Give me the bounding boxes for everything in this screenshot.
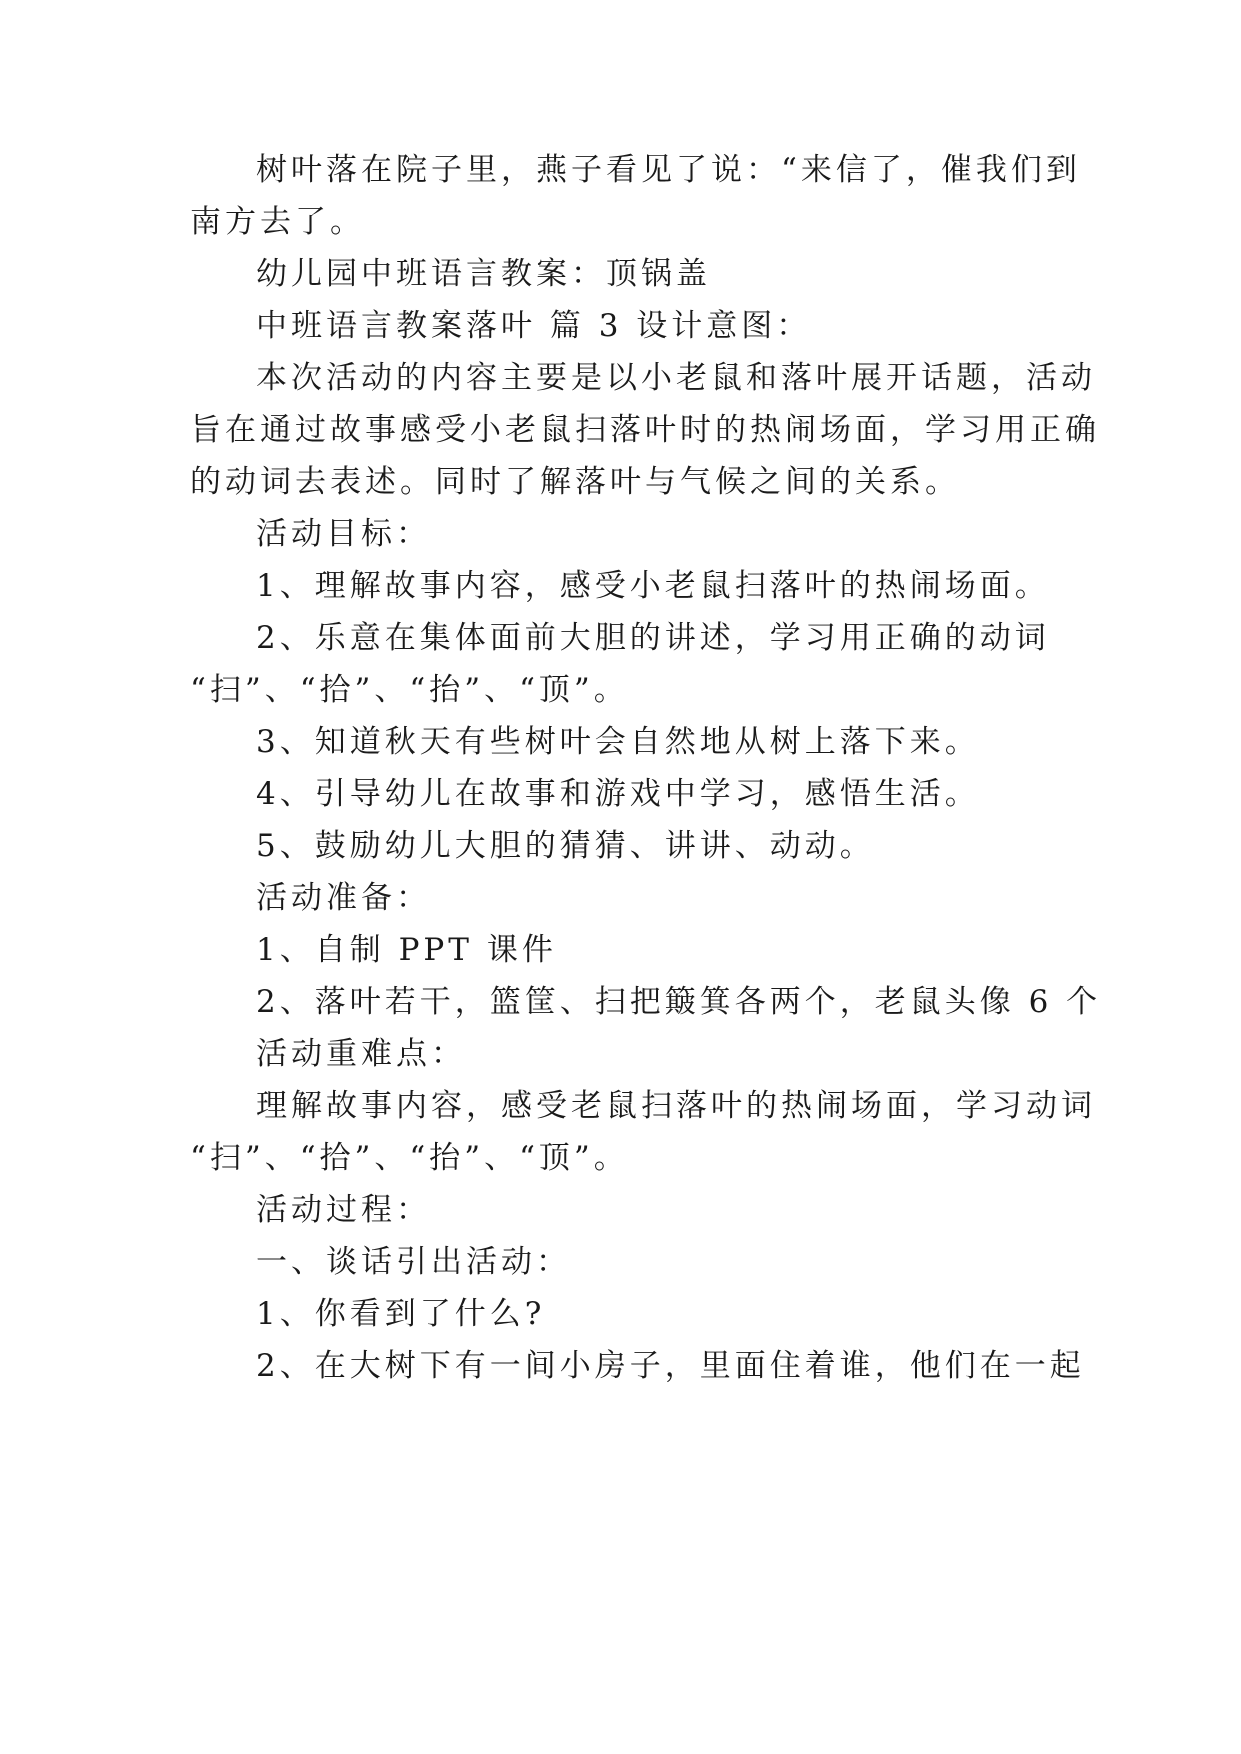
section-heading: 中班语言教案落叶 篇 3 设计意图： — [256, 308, 812, 344]
paragraph-line: 本次活动的内容主要是以小老鼠和落叶展开话题，活动 — [256, 360, 1096, 396]
section-heading: 活动目标： — [256, 516, 431, 552]
paragraph-line: 旨在通过故事感受小老鼠扫落叶时的热闹场面，学习用正确 — [190, 412, 1100, 448]
paragraph-line: 幼儿园中班语言教案：顶锅盖 — [256, 256, 711, 292]
list-item: 1、自制 PPT 课件 — [256, 932, 557, 968]
section-heading: 活动重难点： — [256, 1036, 466, 1072]
section-heading: 活动准备： — [256, 880, 431, 916]
section-heading: 活动过程： — [256, 1192, 431, 1228]
list-item: 3、知道秋天有些树叶会自然地从树上落下来。 — [256, 724, 980, 760]
list-item-continuation: “扫”、“拾”、“抬”、“顶”。 — [190, 672, 629, 708]
list-item: 2、落叶若干，篮筐、扫把簸箕各两个，老鼠头像 6 个 — [256, 984, 1102, 1020]
paragraph-line: 的动词去表述。同时了解落叶与气候之间的关系。 — [190, 464, 960, 500]
list-item: 2、在大树下有一间小房子，里面住着谁，他们在一起 — [256, 1348, 1085, 1384]
list-item: 2、乐意在集体面前大胆的讲述，学习用正确的动词 — [256, 620, 1050, 656]
list-item: 4、引导幼儿在故事和游戏中学习，感悟生活。 — [256, 776, 980, 812]
subsection-heading: 一、谈话引出活动： — [256, 1244, 571, 1280]
list-item: 5、鼓励幼儿大胆的猜猜、讲讲、动动。 — [256, 828, 875, 864]
list-item: 1、理解故事内容，感受小老鼠扫落叶的热闹场面。 — [256, 568, 1050, 604]
paragraph-line: “扫”、“拾”、“抬”、“顶”。 — [190, 1140, 629, 1176]
paragraph-line: 南方去了。 — [190, 204, 365, 240]
list-item: 1、你看到了什么? — [256, 1296, 546, 1332]
paragraph-line: 树叶落在院子里，燕子看见了说：“来信了，催我们到 — [256, 152, 1081, 188]
paragraph-line: 理解故事内容，感受老鼠扫落叶的热闹场面，学习动词 — [256, 1088, 1096, 1124]
